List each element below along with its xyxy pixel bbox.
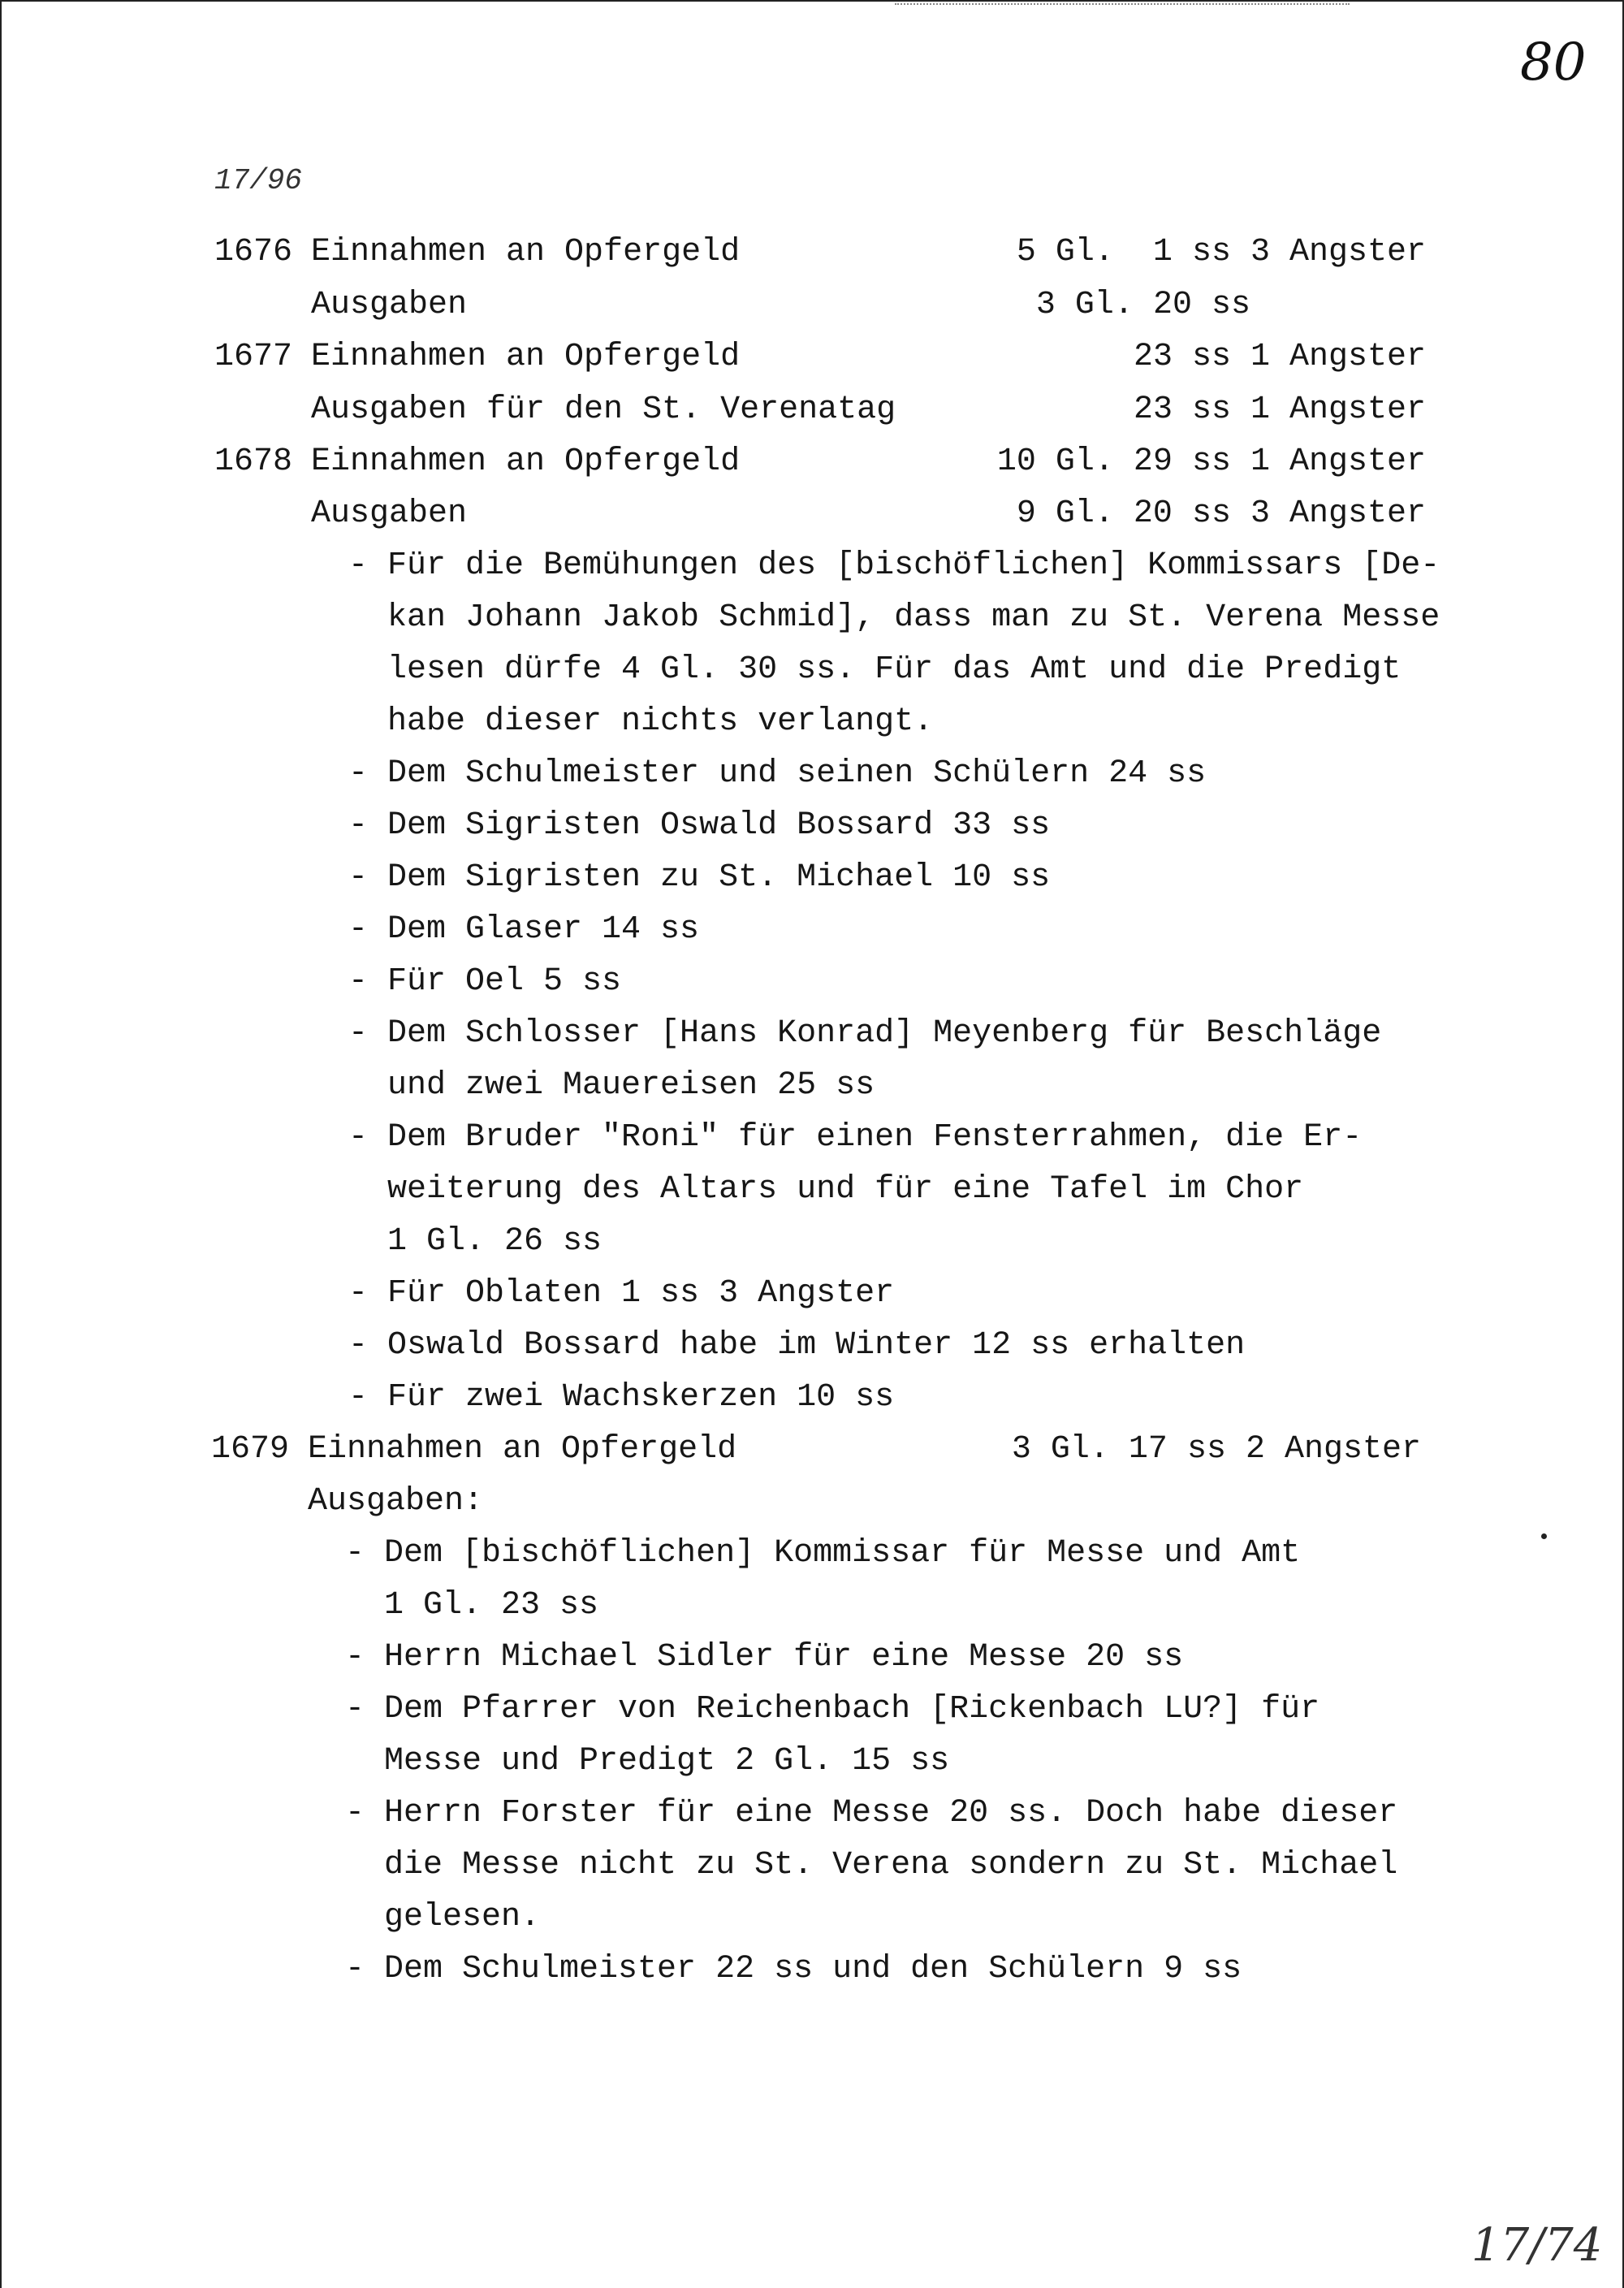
list-dash: - — [348, 807, 369, 844]
list-dash: - — [348, 1379, 369, 1416]
list-item: Dem Glaser 14 ss — [387, 911, 700, 948]
list-dash: - — [348, 1015, 369, 1052]
list-item: Dem Schulmeister und seinen Schülern 24 ss — [387, 755, 1207, 792]
entry-amount: 23 ss 1 Angster — [1133, 339, 1426, 375]
list-item: Dem Schlosser [Hans Konrad] Meyenberg für Beschläge — [387, 1015, 1382, 1052]
handwritten-archive-mark: 17/74 — [1471, 2219, 1603, 2272]
list-item-continued: kan Johann Jakob Schmid], dass man zu St. Verena Messe — [387, 599, 1440, 636]
entry-label: Ausgaben — [311, 495, 468, 532]
entry-amount: 3 Gl. 17 ss 2 Angster — [1011, 1431, 1421, 1468]
entry-amount: 10 Gl. 29 ss 1 Angster — [996, 443, 1426, 480]
entry-label: Ausgaben — [311, 287, 468, 323]
entry-label: Ausgaben: — [308, 1483, 484, 1520]
list-item: Für zwei Wachskerzen 10 ss — [387, 1379, 895, 1416]
list-item-continued: 1 Gl. 23 ss — [384, 1587, 599, 1624]
entry-label: Einnahmen an Opfergeld — [311, 443, 741, 480]
list-item-continued: 1 Gl. 26 ss — [387, 1223, 603, 1260]
list-dash: - — [348, 963, 369, 1000]
list-dash: - — [348, 1119, 369, 1156]
entry-label: Einnahmen an Opfergeld — [308, 1431, 737, 1468]
scan-speck — [1541, 1533, 1547, 1539]
archive-reference: 17/96 — [214, 164, 303, 197]
list-item: Für die Bemühungen des [bischöflichen] Kommissars [De- — [387, 547, 1440, 584]
list-item: Dem Sigristen zu St. Michael 10 ss — [387, 859, 1051, 896]
entry-year: 1679 — [211, 1431, 290, 1468]
entry-year: 1676 — [214, 234, 293, 270]
list-item-continued: gelesen. — [384, 1899, 541, 1936]
list-dash: - — [348, 911, 369, 948]
entry-label: Ausgaben für den St. Verenatag — [311, 391, 896, 428]
entry-label: Einnahmen an Opfergeld — [311, 339, 741, 375]
list-dash: - — [345, 1535, 365, 1572]
list-item: Herrn Michael Sidler für eine Messe 20 ss — [384, 1639, 1184, 1676]
list-dash: - — [345, 1951, 365, 1987]
list-dash: - — [348, 1327, 369, 1364]
list-item-continued: und zwei Mauereisen 25 ss — [387, 1067, 875, 1104]
handwritten-page-number: 80 — [1520, 32, 1587, 93]
list-dash: - — [345, 1691, 365, 1728]
entry-year: 1677 — [214, 339, 293, 375]
list-item: Dem Pfarrer von Reichenbach [Rickenbach LU?] für — [384, 1691, 1320, 1728]
list-dash: - — [345, 1795, 365, 1832]
list-item-continued: die Messe nicht zu St. Verena sondern zu St. Michael — [384, 1847, 1398, 1884]
list-item: Für Oel 5 ss — [387, 963, 622, 1000]
list-item: Herrn Forster für eine Messe 20 ss. Doch habe dieser — [384, 1795, 1398, 1832]
entry-amount: 5 Gl. 1 ss 3 Angster — [1016, 234, 1426, 270]
list-item-continued: weiterung des Altars und für eine Tafel im Chor — [387, 1171, 1304, 1208]
list-item: Dem Schulmeister 22 ss und den Schülern 9 ss — [384, 1951, 1242, 1987]
list-dash: - — [348, 1275, 369, 1312]
list-item: Für Oblaten 1 ss 3 Angster — [387, 1275, 895, 1312]
list-item: Oswald Bossard habe im Winter 12 ss erhalten — [387, 1327, 1246, 1364]
list-dash: - — [345, 1639, 365, 1676]
entry-label: Einnahmen an Opfergeld — [311, 234, 741, 270]
entry-year: 1678 — [214, 443, 293, 480]
list-dash: - — [348, 859, 369, 896]
list-item: Dem [bischöflichen] Kommissar für Messe und Amt — [384, 1535, 1301, 1572]
list-item-continued: lesen dürfe 4 Gl. 30 ss. Für das Amt und die Predigt — [387, 651, 1402, 688]
list-item: Dem Sigristen Oswald Bossard 33 ss — [387, 807, 1051, 844]
list-dash: - — [348, 547, 369, 584]
entry-amount: 3 Gl. 20 ss — [1035, 287, 1426, 323]
list-dash: - — [348, 755, 369, 792]
list-item-continued: habe dieser nichts verlangt. — [387, 703, 934, 740]
entry-amount: 23 ss 1 Angster — [1133, 391, 1426, 428]
list-item: Dem Bruder "Roni" für einen Fensterrahmen, die Er- — [387, 1119, 1363, 1156]
entry-amount: 9 Gl. 20 ss 3 Angster — [1016, 495, 1426, 532]
scan-artifact — [895, 3, 1350, 13]
list-item-continued: Messe und Predigt 2 Gl. 15 ss — [384, 1743, 950, 1780]
